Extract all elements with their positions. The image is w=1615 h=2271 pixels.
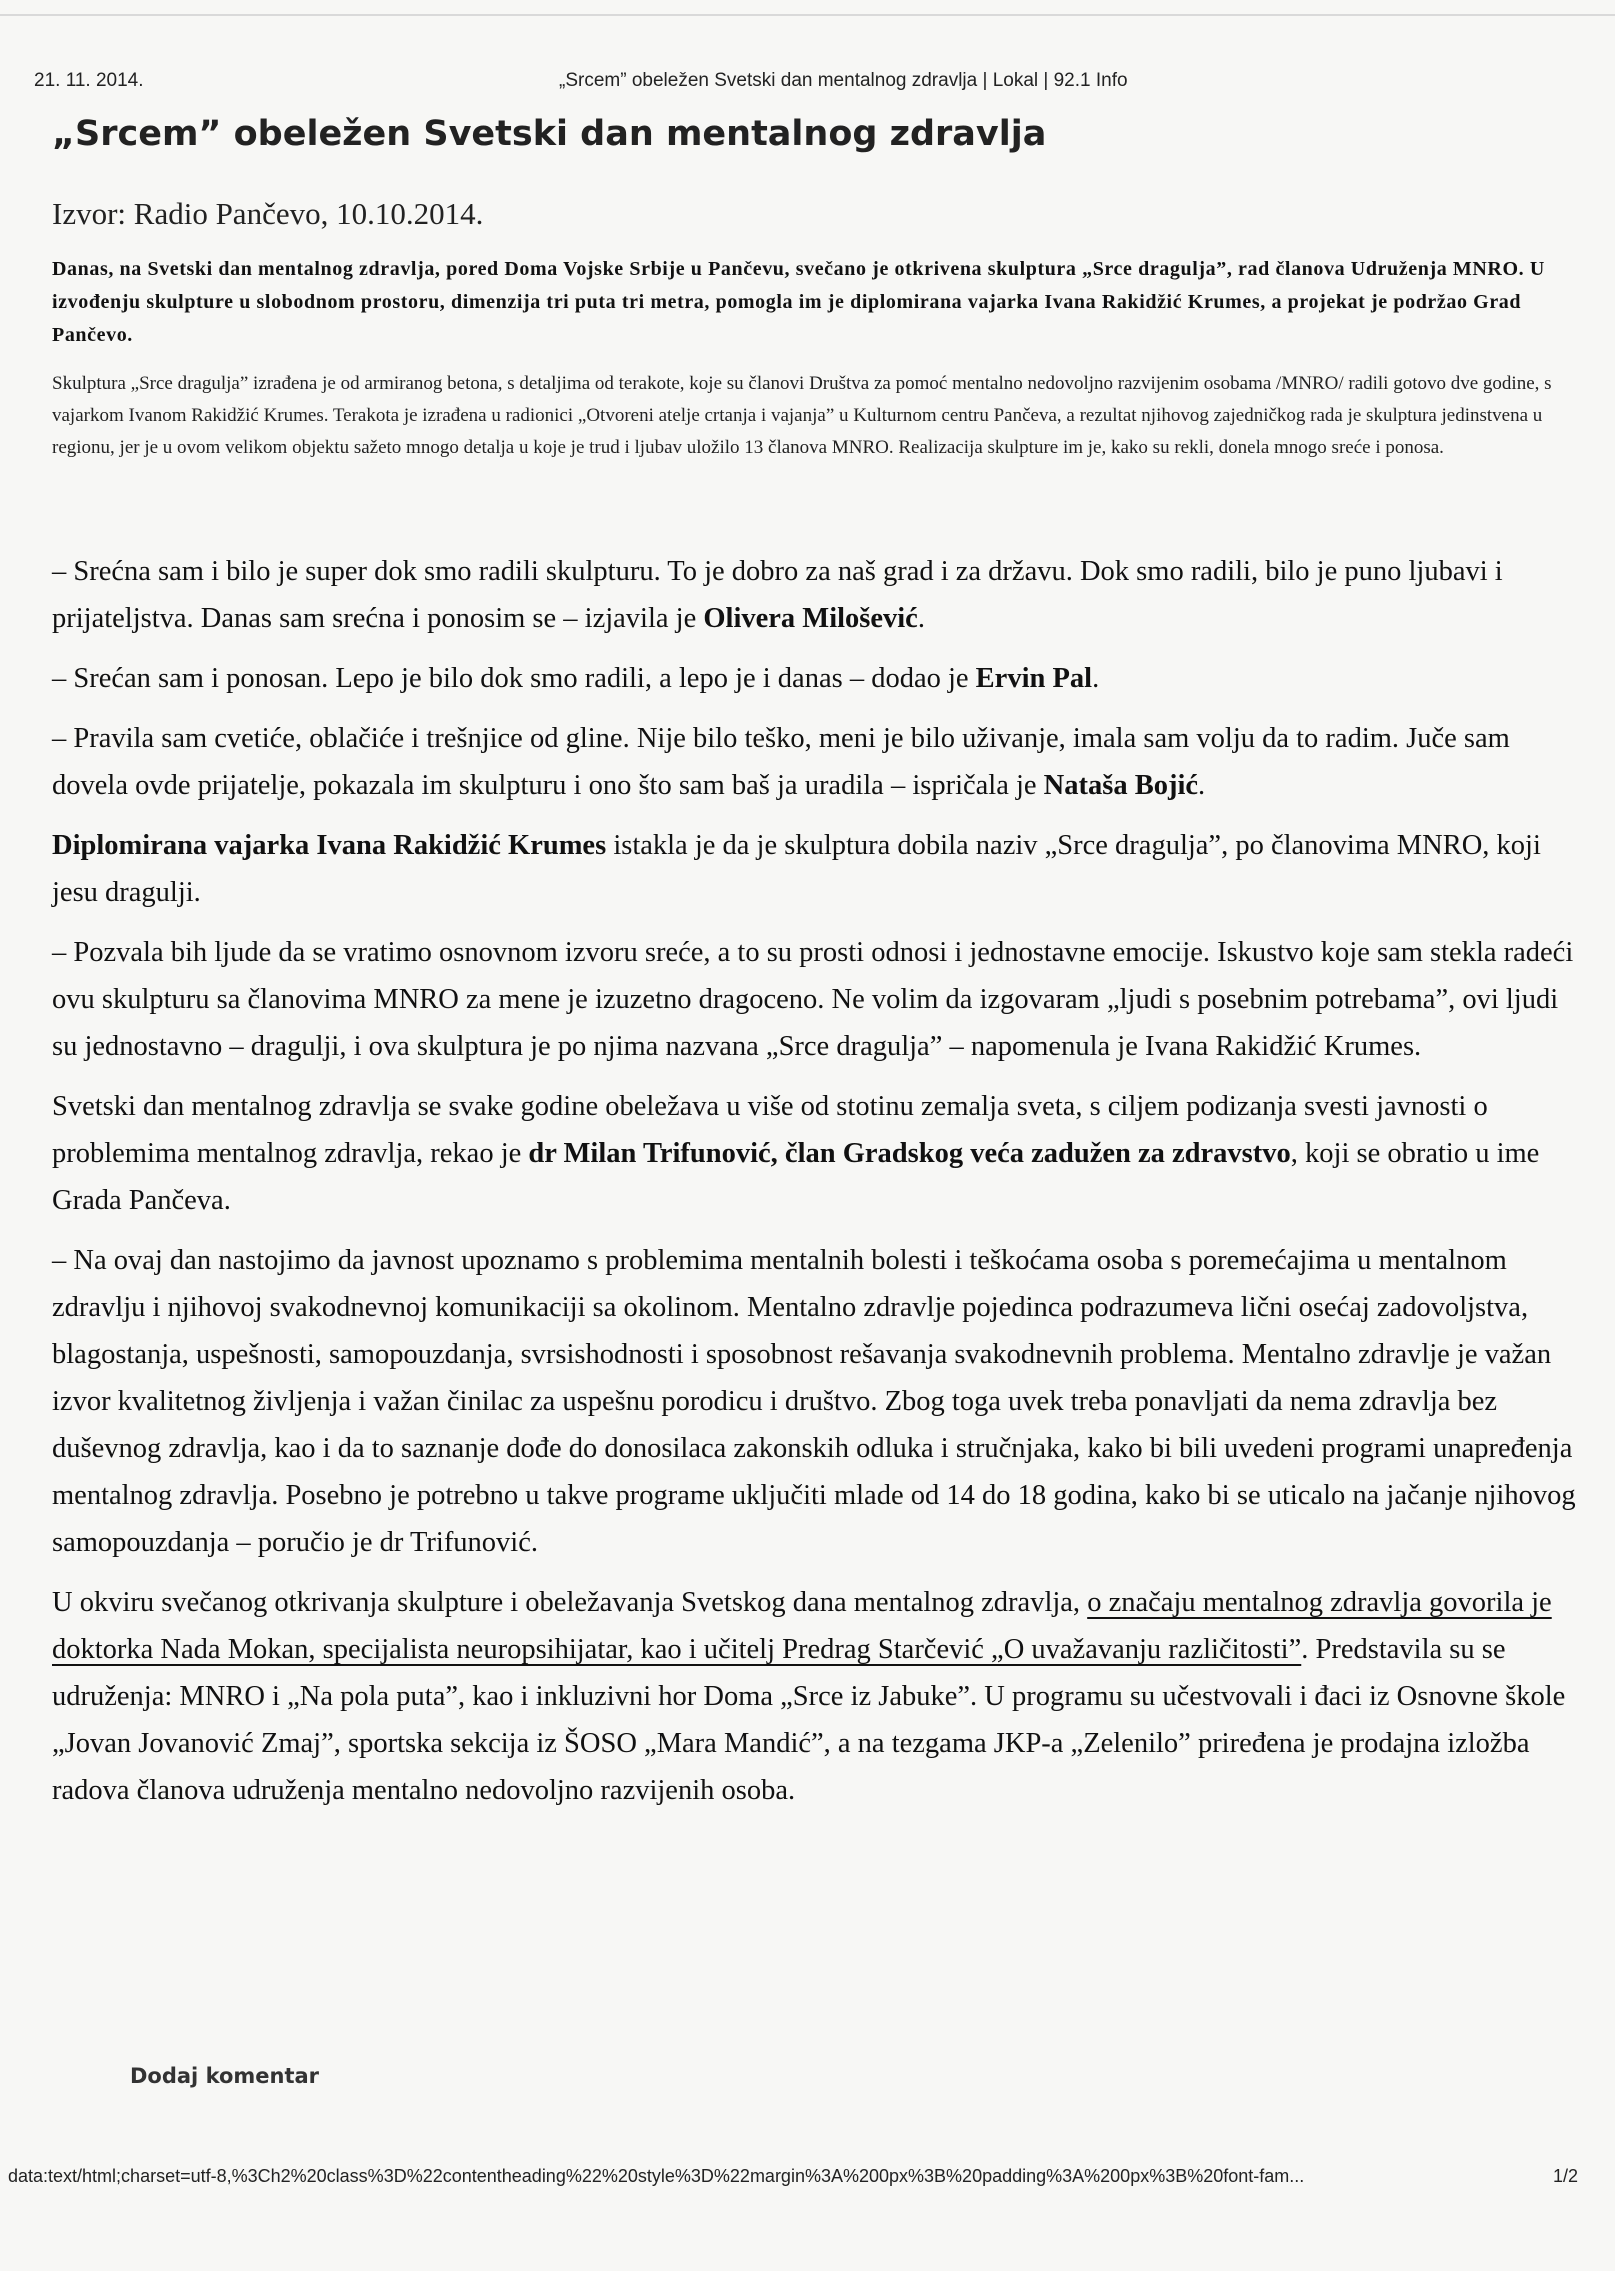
underlined-passage: o značaju mentalnog zdravlja govorila je doktorka Nada Mokan, specijalista neuropsihijatar, kao i učitelj Predrag Starčević „O uvažavanju različitosti” xyxy=(52,1587,1552,1665)
article-lead: Danas, na Svetski dan mentalnog zdravlja, pored Doma Vojske Srbije u Pančevu, svečano je otkrivena skulptura „Srce dragulja”, rad članova Udruženja MNRO. U izvođenju skulpture u slobodnom prostoru, dimenzija tri puta tri metra, pomogla im je diplomirana vajarka Ivana Rakidžić Krumes, a projekat je podržao Grad Pančevo. xyxy=(52,258,1545,346)
print-page-title: „Srcem” obeležen Svetski dan mentalnog zdravlja | Lokal | 92.1 Info xyxy=(559,70,1128,91)
person-name: Olivera Milošević xyxy=(703,603,918,634)
paragraph-sculptor: Diplomirana vajarka Ivana Rakidžić Krumes istakla je da je skulptura dobila naziv „Srce dragulja”, po članovima MNRO, koji jesu dragulji. xyxy=(52,830,1541,908)
article-body xyxy=(52,548,1577,1827)
person-name: Nataša Bojić xyxy=(1043,770,1199,801)
add-comment-link[interactable]: Dodaj komentar xyxy=(130,2064,320,2088)
paragraph-quote-sculptor: – Pozvala bih ljude da se vratimo osnovnom izvoru sreće, a to su prosti odnosi i jednostavne emocije. Iskustvo koje sam stekla radeći ovu skulpturu sa članovima MNRO za mene je izuzetno dragoceno. Ne volim da izgovaram „ljudi s posebnim potrebama”, ovi ljudi su jednostavno – dragulji, i ova skulptura je po njima nazvana „Srce dragulja” – napomenula je Ivana Rakidžić Krumes. xyxy=(52,937,1574,1062)
print-footer-url: data:text/html;charset=utf-8,%3Ch2%20class%3D%22contentheading%22%20style%3D%22margin%3A%200px%3B%20padding%3A%200px%3B%20font-fam... xyxy=(8,2166,1305,2186)
article-intro: Skulptura „Srce dragulja” izrađena je od armiranog betona, s detaljima od terakote, koje su članovi Društva za pomoć mentalno nedovoljno razvijenim osobama /MNRO/ radili gotovo dve godine, s vajarkom Ivanom Rakidžić Krumes. Terakota je izrađena u radionici „Otvoreni atelje crtanja i vajanja” u Kulturnom centru Pančeva, a rezultat njihovog zajedničkog rada je skulptura jedinstvena u regionu, jer je u ovom velikom objektu sažeto mnogo detalja u koje je trud i ljubav uložilo 13 članova MNRO. Realizacija skulpture im je, kako su rekli, donela mnogo sreće i ponosa. xyxy=(52,373,1552,458)
article-title: „Srcem” obeležen Svetski dan mentalnog zdravlja xyxy=(52,114,1047,154)
page-top-rule xyxy=(0,14,1615,16)
paragraph-quote-olivera: – Srećna sam i bilo je super dok smo radili skulpturu. To je dobro za naš grad i za državu. Dok smo radili, bilo je puno ljubavi i prijateljstva. Danas sam srećna i ponosim se – izjavila je Olivera Milošević. xyxy=(52,556,1503,634)
paragraph-quote-ervin: – Srećan sam i ponosan. Lepo je bilo dok smo radili, a lepo je i danas – dodao je Ervin Pal. xyxy=(52,663,1100,694)
print-page-number: 1/2 xyxy=(1553,2166,1579,2186)
article-source: Izvor: Radio Pančevo, 10.10.2014. xyxy=(52,196,484,231)
paragraph-quote-natasa: – Pravila sam cvetiće, oblačiće i trešnjice od gline. Nije bilo teško, meni je bilo uživanje, imala sam volju da to radim. Juče sam dovela ovde prijatelje, pokazala im skulpturu i ono što sam baš ja uradila – ispričala je Nataša Bojić. xyxy=(52,723,1510,801)
paragraph-trifunovic: Svetski dan mentalnog zdravlja se svake godine obeležava u više od stotinu zemalja sveta, s ciljem podizanja svesti javnosti o problemima mentalnog zdravlja, rekao je dr Milan Trifunović, član Gradskog veća zadužen za zdravstvo, koji se obratio u ime Grada Pančeva. xyxy=(52,1091,1540,1216)
person-name: Ervin Pal xyxy=(975,663,1093,694)
print-date: 21. 11. 2014. xyxy=(34,70,144,91)
person-name: dr Milan Trifunović, član Gradskog veća zadužen za zdravstvo xyxy=(528,1138,1291,1169)
person-name: Diplomirana vajarka Ivana Rakidžić Krumes xyxy=(52,830,607,861)
paragraph-program: U okviru svečanog otkrivanja skulpture i obeležavanja Svetskog dana mentalnog zdravlja, o značaju mentalnog zdravlja govorila je doktorka Nada Mokan, specijalista neuropsihijatar, kao i učitelj Predrag Starčević „O uvažavanju različitosti”. Predstavila su se udruženja: MNRO i „Na pola puta”, kao i inkluzivni hor Doma „Srce iz Jabuke”. U programu su učestvovali i đaci iz Osnovne škole „Jovan Jovanović Zmaj”, sportska sekcija iz ŠOSO „Mara Mandić”, a na tezgama JKP-a „Zelenilo” priređena je prodajna izložba radova članova udruženja mentalno nedovoljno razvijenih osoba. xyxy=(52,1587,1566,1806)
paragraph-quote-trifunovic: – Na ovaj dan nastojimo da javnost upoznamo s problemima mentalnih bolesti i teškoćama osoba s poremećajima u mentalnom zdravlju i njihovoj svakodnevnoj komunikaciji sa okolinom. Mentalno zdravlje pojedinca podrazumeva lični osećaj zadovoljstva, blagostanja, uspešnosti, samopouzdanja, svrsishodnosti i sposobnost rešavanja svakodnevnih problema. Mentalno zdravlje je važan izvor kvalitetnog življenja i važan činilac za uspešnu porodicu i društvo. Zbog toga uvek treba ponavljati da nema zdravlja bez duševnog zdravlja, kao i da to saznanje dođe do donosilaca zakonskih odluka i stručnjaka, kako bi bili uvedeni programi unapređenja mentalnog zdravlja. Posebno je potrebno u takve programe uključiti mlade od 14 do 18 godina, kako bi se uticalo na jačanje njihovog samopouzdanja – poručio je dr Trifunović. xyxy=(52,1245,1576,1558)
